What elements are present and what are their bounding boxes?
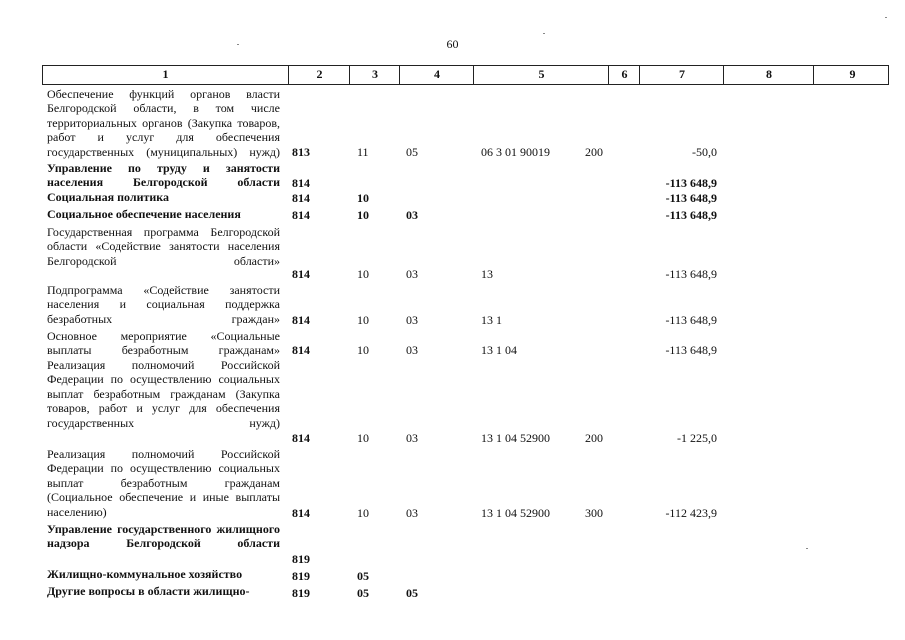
column-header-4: 4 <box>399 66 474 84</box>
row-section: 10 <box>357 431 369 445</box>
row-amount: -113 648,9 <box>665 191 717 205</box>
row-section: 10 <box>357 506 369 520</box>
column-header-row <box>42 65 889 85</box>
row-admin-code: 814 <box>292 267 310 281</box>
row-admin-code: 814 <box>292 313 310 327</box>
scan-speck <box>237 44 239 45</box>
row-section: 05 <box>357 586 369 600</box>
row-admin-code: 819 <box>292 569 310 583</box>
row-description: Подпрограмма «Содействие занятости населения и социальная поддержка безработных граждан» <box>47 283 280 326</box>
row-target-article: 13 1 04 52900 <box>481 431 550 445</box>
row-target-article: 13 1 04 <box>481 343 517 357</box>
scan-speck <box>806 548 808 549</box>
column-header-6: 6 <box>608 66 640 84</box>
column-header-7: 7 <box>639 66 724 84</box>
row-amount: -112 423,9 <box>665 506 717 520</box>
row-section: 11 <box>357 145 369 159</box>
row-target-article: 13 1 <box>481 313 502 327</box>
row-section: 05 <box>357 569 369 583</box>
row-description: Реализация полномочий Российской Федерации по осуществлению социальных выплат безработным гражданам (Закупка товаров, работ и услуг для обеспечения государственных нужд) <box>47 358 280 430</box>
row-amount: -1 225,0 <box>677 431 717 445</box>
row-expense-type: 300 <box>585 506 603 520</box>
row-admin-code: 819 <box>292 552 310 566</box>
scan-speck <box>543 33 545 34</box>
row-admin-code: 814 <box>292 431 310 445</box>
column-header-1: 1 <box>162 67 169 81</box>
row-target-article: 06 3 01 90019 <box>481 145 550 159</box>
page-number: 60 <box>446 37 459 51</box>
row-description: Жилищно-коммунальное хозяйство <box>47 567 243 581</box>
row-description: Социальная политика <box>47 190 170 204</box>
column-header-5: 5 <box>473 66 609 84</box>
row-section: 10 <box>357 191 369 205</box>
row-subsection: 03 <box>406 267 418 281</box>
row-admin-code: 814 <box>292 191 310 205</box>
row-amount: -113 648,9 <box>665 267 717 281</box>
row-amount: -50,0 <box>692 145 717 159</box>
row-subsection: 03 <box>406 208 418 222</box>
row-description: Управление по труду и занятости населения Белгородской области <box>47 161 280 190</box>
column-header-3: 3 <box>349 66 400 84</box>
row-amount: -113 648,9 <box>665 343 717 357</box>
row-expense-type: 200 <box>585 145 603 159</box>
row-amount: -113 648,9 <box>665 313 717 327</box>
row-description: Социальное обеспечение населения <box>47 207 241 221</box>
row-expense-type: 200 <box>585 431 603 445</box>
row-admin-code: 814 <box>292 343 310 357</box>
row-amount: -113 648,9 <box>665 208 717 222</box>
row-subsection: 05 <box>406 586 418 600</box>
row-target-article: 13 <box>481 267 493 281</box>
column-header-9: 9 <box>813 66 891 84</box>
row-description: Государственная программа Белгородской области «Содействие занятости населения Белгородской области» <box>47 225 280 268</box>
row-subsection: 03 <box>406 431 418 445</box>
row-section: 10 <box>357 343 369 357</box>
row-description: Основное мероприятие «Социальные выплаты безработным гражданам» <box>47 329 280 358</box>
row-admin-code: 813 <box>292 145 310 159</box>
row-amount: -113 648,9 <box>665 176 717 190</box>
column-header-8: 8 <box>723 66 814 84</box>
row-description: Обеспечение функций органов власти Белгородской области, в том числе территориальных органов (Закупка товаров, работ и услуг для обеспечения государственных (муниципальных) нужд) <box>47 87 280 159</box>
row-subsection: 03 <box>406 313 418 327</box>
row-subsection: 05 <box>406 145 418 159</box>
row-subsection: 03 <box>406 506 418 520</box>
row-description: Управление государственного жилищного надзора Белгородской области <box>47 522 280 551</box>
row-subsection: 03 <box>406 343 418 357</box>
row-target-article: 13 1 04 52900 <box>481 506 550 520</box>
row-admin-code: 814 <box>292 208 310 222</box>
row-description: Реализация полномочий Российской Федерации по осуществлению социальных выплат безработным гражданам (Социальное обеспечение и иные выплаты населению) <box>47 447 280 519</box>
row-section: 10 <box>357 208 369 222</box>
row-section: 10 <box>357 267 369 281</box>
row-description: Другие вопросы в области жилищно- <box>47 584 250 598</box>
row-section: 10 <box>357 313 369 327</box>
row-admin-code: 814 <box>292 176 310 190</box>
column-header-2: 2 <box>288 66 350 84</box>
row-admin-code: 819 <box>292 586 310 600</box>
row-admin-code: 814 <box>292 506 310 520</box>
scan-speck <box>885 17 887 18</box>
